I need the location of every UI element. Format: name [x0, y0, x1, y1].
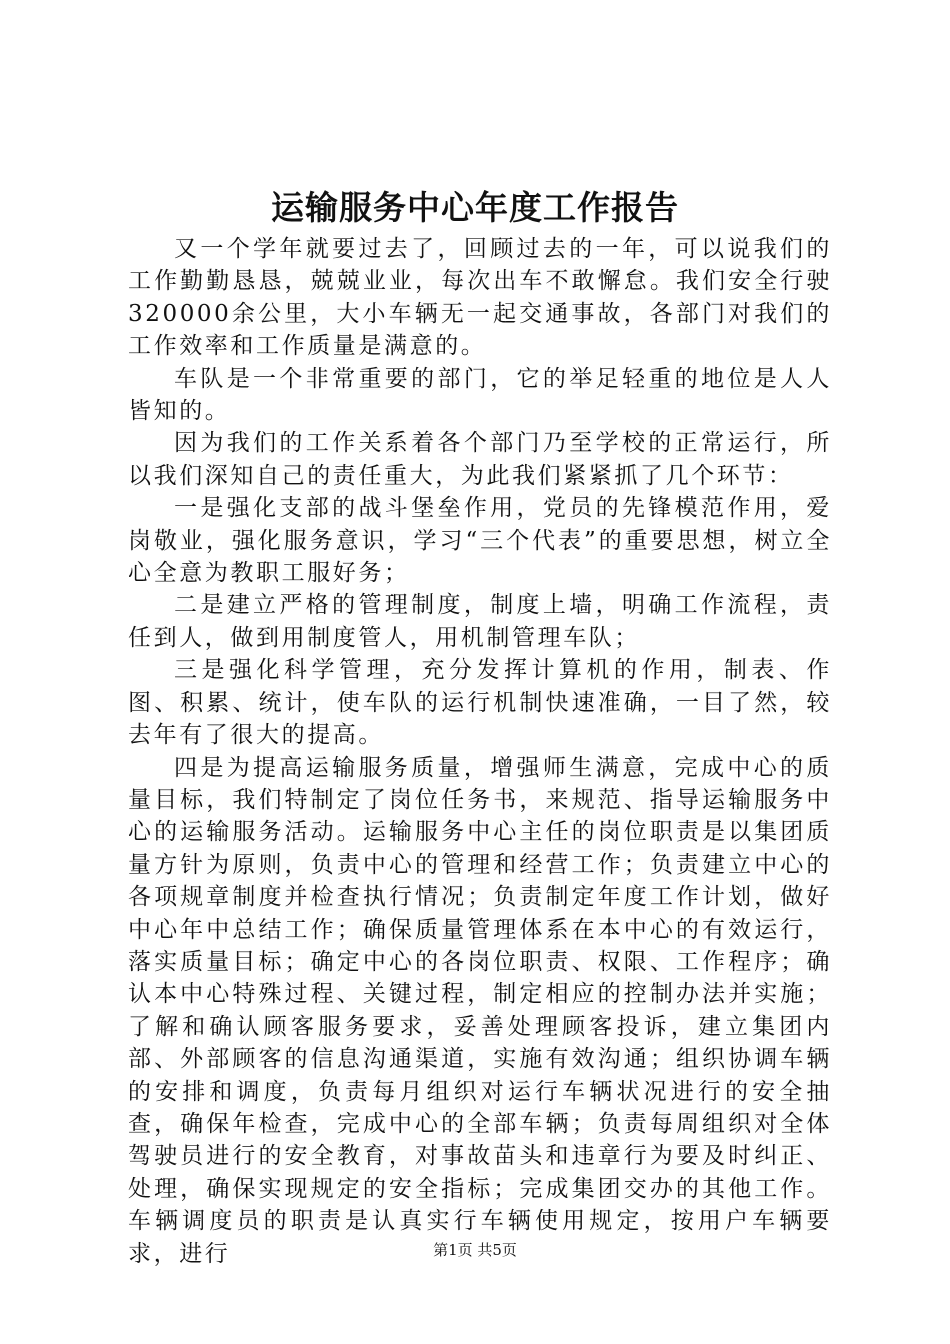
paragraph: 因为我们的工作关系着各个部门乃至学校的正常运行，所以我们深知自己的责任重大，为此我们紧紧抓了几个环节： [128, 430, 832, 489]
paragraph: 一是强化支部的战斗堡垒作用，党员的先锋模范作用，爱岗敬业，强化服务意识，学习“三个代表”的重要思想，树立全心全意为教职工服好务； [128, 495, 832, 587]
document-title: 运输服务中心年度工作报告 [271, 188, 679, 227]
paragraph: 四是为提高运输服务质量，增强师生满意，完成中心的质量目标，我们特制定了岗位任务书，来规范、指导运输服务中心的运输服务活动。运输服务中心主任的岗位职责是以集团质量方针为原则，负责中心的管理和经营工作；负责建立中心的各项规章制度并检查执行情况；负责制定年度工作计划，做好中心年中总结工作；确保质量管理体系在本中心的有效运行，落实质量目标；确定中心的各岗位职责、权限、工作程序；确认本中心特殊过程、关键过程，制定相应的控制办法并实施；了解和确认顾客服务要求，妥善处理顾客投诉，建立集团内部、外部顾客的信息沟通渠道，实施有效沟通；组织协调车辆的安排和调度，负责每月组织对运行车辆状况进行的安全抽查，确保年检查，完成中心的全部车辆；负责每周组织对全体驾驶员进行的安全教育，对事故苗头和违章行为要及时纠正、处理，确保实现规定的安全指标；完成集团交办的其他工作。车辆调度员的职责是认真实行车辆使用规定，按用户车辆要求，进行 [128, 754, 832, 1267]
paragraph: 车队是一个非常重要的部门，它的举足轻重的地位是人人皆知的。 [128, 365, 832, 425]
document-body [128, 233, 832, 1270]
paragraph: 又一个学年就要过去了，回顾过去的一年，可以说我们的工作勤勤恳恳，兢兢业业，每次出车不敢懈怠。我们安全行驶320000余公里，大小车辆无一起交通事故，各部门对我们的工作效率和工作质量是满意的。 [128, 236, 832, 360]
page-number-footer: 第1页 共5页 [433, 1241, 517, 1259]
paragraph: 二是建立严格的管理制度，制度上墙，明确工作流程，责任到人，做到用制度管人，用机制管理车队； [128, 592, 832, 651]
paragraph: 三是强化科学管理，充分发挥计算机的作用，制表、作图、积累、统计，使车队的运行机制快速准确，一目了然，较去年有了很大的提高。 [128, 657, 832, 749]
